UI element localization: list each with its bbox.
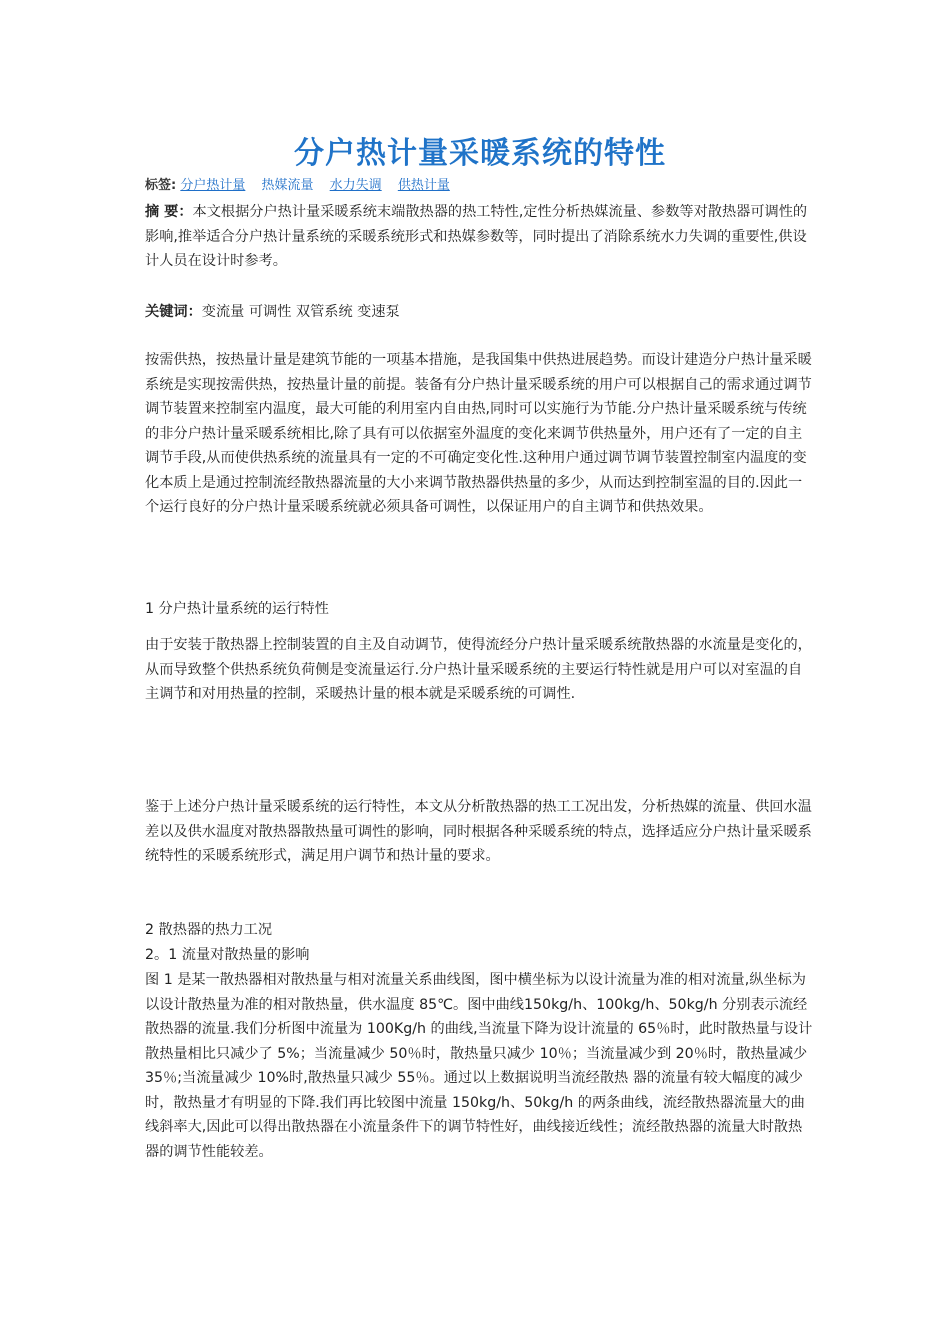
section-1-paragraph-1: 由于安装于散热器上控制装置的自主及自动调节，使得流经分户热计量采暖系统散热器的水流量是变化的，从而导致整个供热系统负荷侧是变流量运行.分户热计量采暖系统的主要运行特性就是用户可以对室温的自主调节和对用热量的控制，采暖热计量的根本就是采暖系统的可调性. [145, 637, 812, 702]
tag-link-heat-metering[interactable]: 供热计量 [397, 178, 450, 193]
tags-label: 标签: [145, 178, 177, 193]
abstract-text: 本文根据分户热计量采暖系统末端散热器的热工特性,定性分析热媒流量、参数等对散热器可调性的影响,推举适合分户热计量系统的采暖系统形式和热媒参数等，同时提出了消除系统水力失调的重要性,供设计人员在设计时参考。 [145, 204, 808, 269]
keywords-paragraph [145, 300, 815, 325]
tag-heat-medium-flow: 热媒流量 [261, 178, 314, 193]
section-2-heading: 2 散热器的热力工况 [145, 922, 273, 938]
keywords-label: 关键词： [145, 304, 202, 320]
tag-bar [145, 177, 462, 195]
abstract-label: 摘 要： [145, 204, 193, 220]
section-1-heading: 1 分户热计量系统的运行特性 [145, 601, 329, 617]
section-1-paragraph-2: 鉴于上述分户热计量采暖系统的运行特性，本文从分析散热器的热工工况出发，分析热媒的流量、供回水温差以及供水温度对散热器散热量可调性的影响，同时根据各种采暖系统的特点，选择适应分户热计量采暖系统特性的采暖系统形式，满足用户调节和热计量的要求。 [145, 799, 812, 864]
section-2-1-heading: 2。1 流量对散热量的影响 [145, 947, 310, 963]
tag-link-hydraulic-imbalance[interactable]: 水力失调 [329, 178, 382, 193]
section-2-1-paragraph: 图 1 是某一散热器相对散热量与相对流量关系曲线图，图中横坐标为以设计流量为准的相对流量,纵坐标为以设计散热量为准的相对散热量，供水温度 85℃。图中曲线150kg/h、100kg/h、50kg/h 分别表示流经散热器的流量.我们分析图中流量为 100Kg/h 的曲线,当流量下降为设计流量的 65％时，此时散热量与设计散热量相比只减少了 5%；当流量减少 50％时，散热量只减少 10％；当流量减少到 20％时，散热量减少 35％;当流量减少 10%时,散热量只减少 55％。通过以上数据说明当流经散热 器的流量有较大幅度的减少时，散热量才有明显的下降.我们再比较图中流量 150kg/h、50kg/h 的两条曲线，流经散热器流量大的曲线斜率大,因此可以得出散热器在小流量条件下的调节特性好，曲线接近线性；流经散热器的流量大时散热器的调节性能较差。 [145, 972, 813, 1160]
keywords-text: 变流量 可调性 双管系统 变速泵 [201, 304, 400, 320]
abstract-paragraph [145, 200, 815, 274]
intro-paragraph: 按需供热，按热量计量是建筑节能的一项基本措施，是我国集中供热进展趋势。而设计建造分户热计量采暖系统是实现按需供热，按热量计量的前提。装备有分户热计量采暖系统的用户可以根据自己的需求通过调节调节装置来控制室内温度，最大可能的利用室内自由热,同时可以实施行为节能.分户热计量采暖系统与传统的非分户热计量采暖系统相比,除了具有可以依据室外温度的变化来调节供热量外，用户还有了一定的自主调节手段,从而使供热系统的流量具有一定的不可确定变化性.这种用户通过调节调节装置控制室内温度的变化本质上是通过控制流经散热器流量的大小来调节散热器供热量的多少，从而达到控制室温的目的.因此一个运行良好的分户热计量采暖系统就必须具备可调性，以保证用户的自主调节和供热效果。 [145, 352, 812, 515]
page-title: 分户热计量采暖系统的特性 [294, 136, 666, 171]
tag-link-household-metering[interactable]: 分户热计量 [180, 178, 246, 193]
